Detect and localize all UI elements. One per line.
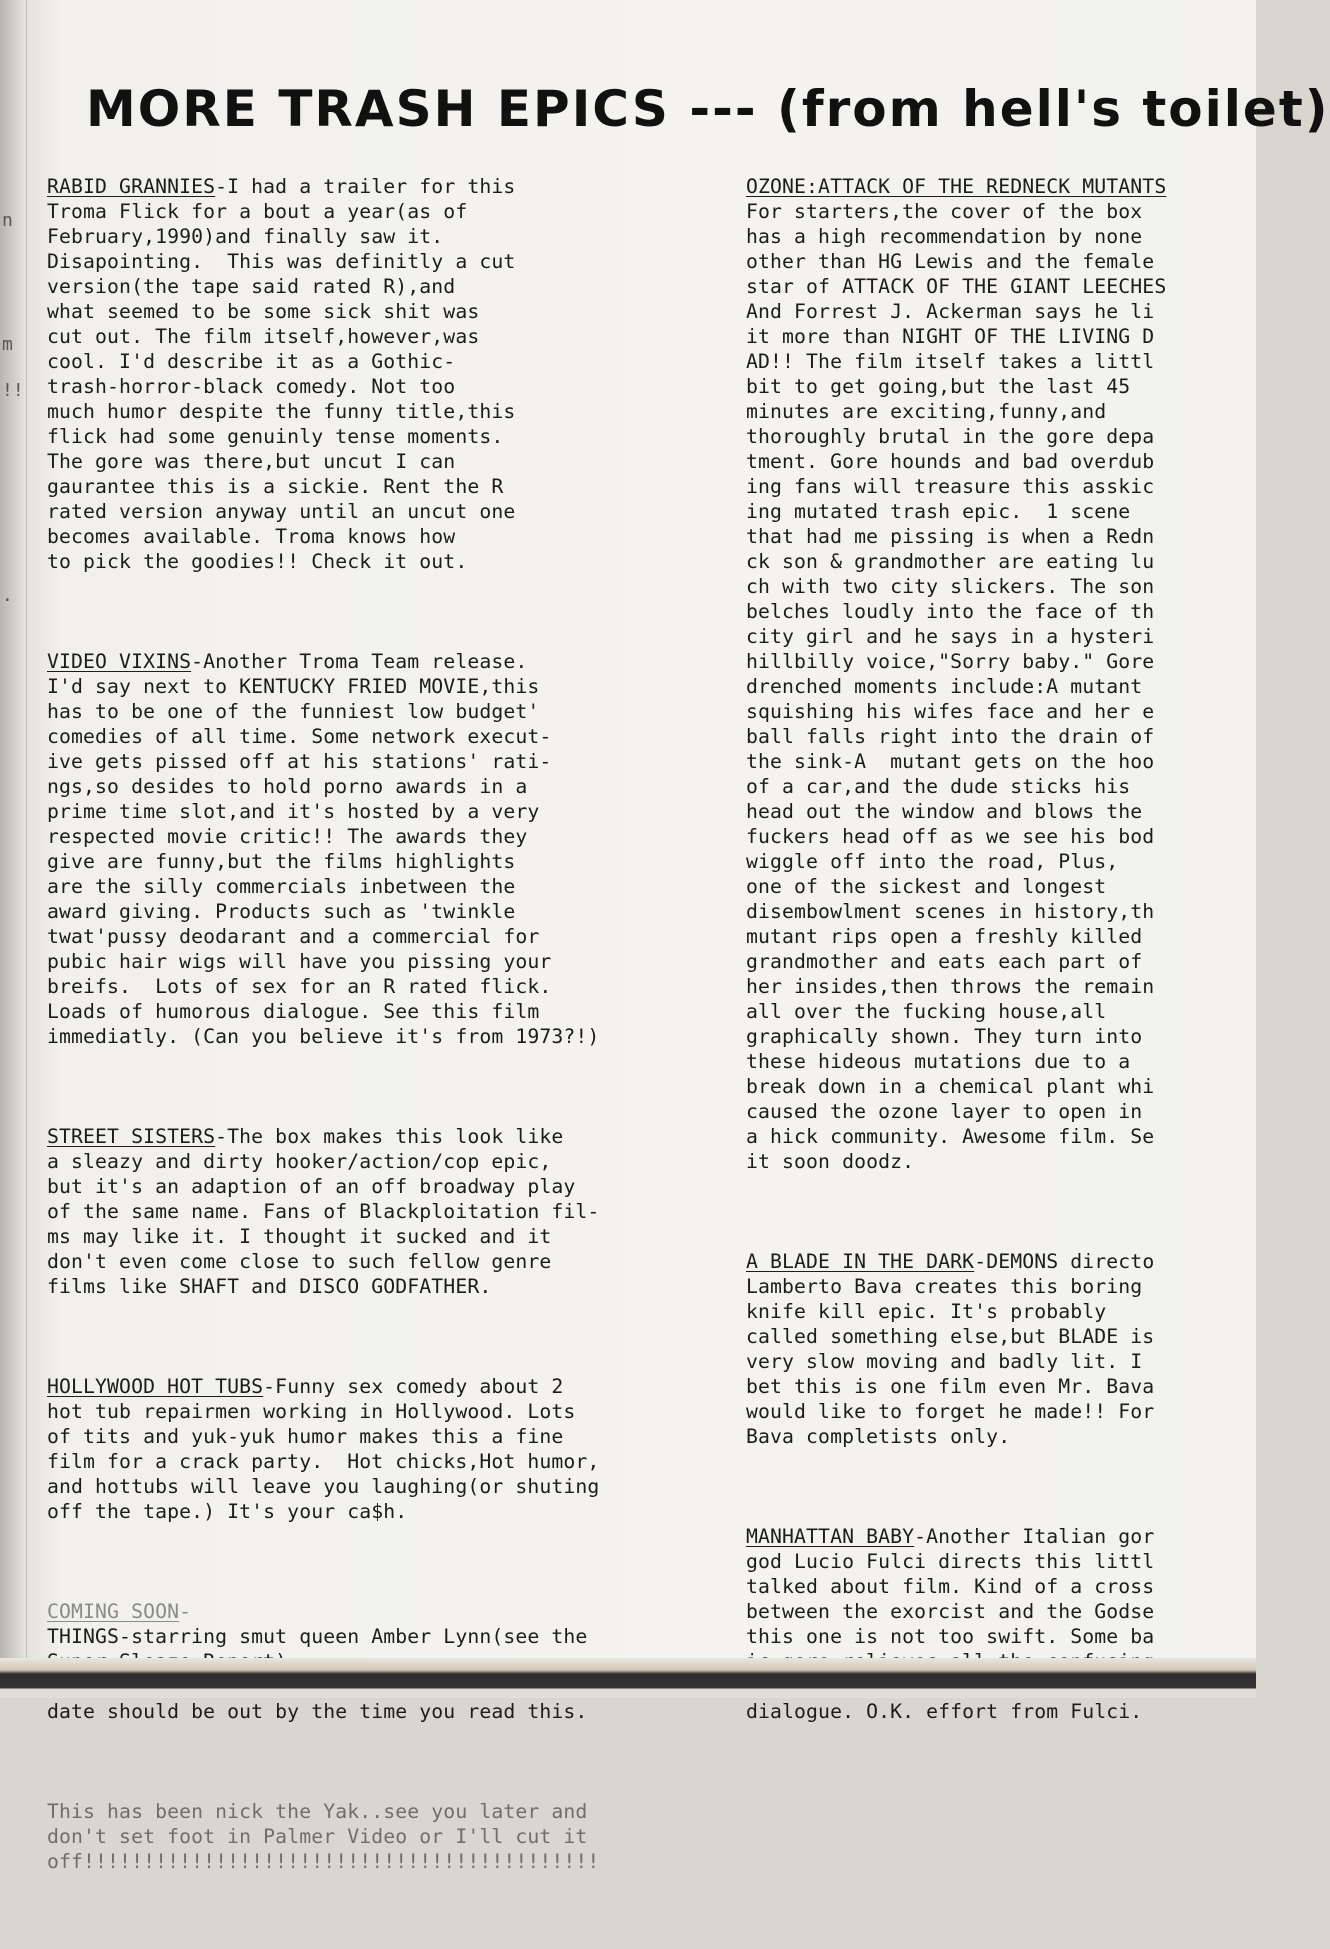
signoff: This has been nick the Yak..see you later and don't set foot in Palmer Video or I'll cut it off!!!!!!!!!!!!!!!!!!!!!!!!!!!!!!!!!!!!!!!!!!! (47, 1800, 600, 1873)
section-title-suffix: - (179, 1600, 192, 1623)
edge-mark: m (2, 334, 13, 355)
review-rabid-grannies (47, 174, 747, 574)
review-body: -Another Troma Team release. I'd say next to KENTUCKY FRIED MOVIE,this has to be one of the funniest low budget' comedies of all time. Some network execut- ive gets pissed off at his stations' rati- ngs,so desides to hold porno awards in a prime time slot,and it's hosted by a very respected movie critic!! The awards they give are funny,but the films highlights are the silly commercials inbetween the award giving. Products such as 'twinkle twat'pussy deodarant and a commercial for pubic hair wigs will have you pissing your breifs. Lots of sex for an R rated flick. Loads of humorous dialogue. See this film immediatly. (Can you believe it's from 1973?!) (47, 650, 600, 1048)
review-video-vixins (47, 649, 747, 1049)
review-title: STREET SISTERS (47, 1125, 216, 1148)
review-title: HOLLYWOOD HOT TUBS (47, 1375, 264, 1398)
review-body: -The box makes this look like a sleazy and dirty hooker/action/cop epic, but it's an adaption of an off broadway play of the same name. Fans of Blackploitation fil- ms may like it. I thought it sucked and it don't even come close to such fellow genre films like SHAFT and DISCO GODFATHER. (47, 1125, 600, 1298)
review-title: OZONE:ATTACK OF THE REDNECK MUTANTS (746, 175, 1167, 198)
edge-mark: !! (2, 380, 24, 401)
binding-edge (0, 0, 27, 1698)
section-title: COMING SOON (47, 1600, 180, 1623)
review-body: -Funny sex comedy about 2 hot tub repairmen working in Hollywood. Lots of tits and yuk-yuk humor makes this a fine film for a crack party. Hot chicks,Hot humor, and hottubs will leave you laughing(or shuting off the tape.) It's your ca$h. (47, 1375, 600, 1523)
review-title: A BLADE IN THE DARK (746, 1250, 975, 1273)
review-hollywood-hot-tubs (47, 1374, 747, 1524)
review-ozone (746, 174, 1256, 1174)
page-headline: MORE TRASH EPICS --- (from hell's toilet) (86, 79, 1330, 138)
bottom-edge-strip (0, 1658, 1256, 1698)
right-column (746, 124, 1256, 1799)
review-title: RABID GRANNIES (47, 175, 216, 198)
review-body: -DEMONS directo Lamberto Bava creates this boring knife kill epic. It's probably called something else,but BLADE is very slow moving and badly lit. I bet this is one film even Mr. Bava would like to forget he made!! For Bava completists only. (746, 1250, 1155, 1448)
review-blade-in-the-dark (746, 1249, 1256, 1449)
review-body: -Another Italian gor god Lucio Fulci directs this littl talked about film. Kind of a cross between the exorcist and the Godse this one is not too swift. Some ba dialogue. O.K. effort from Fulci. (746, 1525, 1155, 1723)
review-title: VIDEO VIXINS (47, 650, 192, 673)
edge-mark: n (2, 210, 13, 231)
review-street-sisters (47, 1124, 747, 1299)
review-title: MANHATTAN BABY (746, 1525, 915, 1548)
review-body: -I had a trailer for this Troma Flick for a bout a year(as of February,1990)and finally saw it. Disapointing. This was definitly a cut version(the tape said rated R),and what seemed to be some sick shit was cut out. The film itself,however,was cool. I'd describe it as a Gothic- trash-horror-black comedy. Not too much humor despite the funny title,this flick had some genuinly tense moments. The gore was there,but uncut I can gaurantee this is a sickie. Rent the R rated version anyway until an uncut one becomes available. Troma knows how to pick the goodies!! Check it out. (47, 175, 516, 573)
coming-soon-body: THINGS-starring smut queen Amber Lynn(see the date should be out by the time you read this. (47, 1625, 588, 1723)
review-body: For starters,the cover of the box has a high recommendation by none other than HG Lewis and the female star of ATTACK OF THE GIANT LEECHES And Forrest J. Ackerman says he li it more than NIGHT OF THE LIVING D AD!! The film itself takes a littl bit to get going,but the last 45 minutes are exciting,funny,and thoroughly brutal in the gore depa tment. Gore hounds and bad overdub ing fans will treasure this asskic ing mutated trash epic. 1 scene that had me pissing is when a Redn ck son & grandmother are eating lu ch with two city slickers. The son belches loudly into the face of th city girl and he says in a hysteri hillbilly voice,"Sorry baby." Gore drenched moments include:A mutant squishing his wifes face and her e ball falls right into the drain of the sink-A mutant gets on the hoo of a car,and the dude sticks his head out the window and blows the fuckers head off as we see his bod wiggle off into the road, Plus, one of the sickest and longest disembowlment scenes in history,th mutant rips open a freshly killed grandmother and eats each part of her insides,then throws the remain all over the fucking house,all graphically shown. They turn into these hideous mutations due to a break down in a chemical plant whi caused the ozone layer to open in a hick community. Awesome film. Se it soon doodz. (746, 200, 1167, 1173)
edge-mark: . (2, 585, 13, 606)
